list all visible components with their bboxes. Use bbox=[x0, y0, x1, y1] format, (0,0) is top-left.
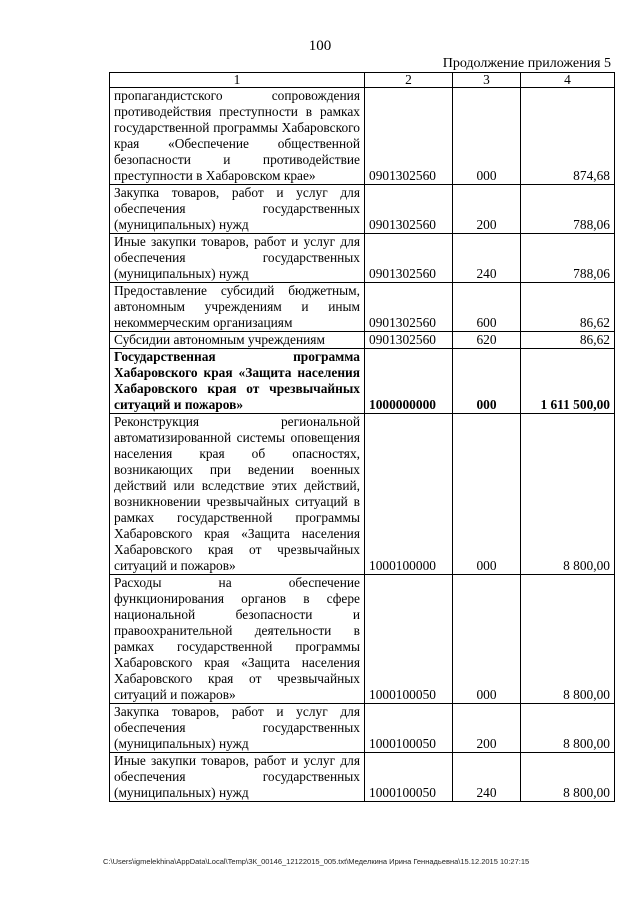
row-target-code: 0901302560 bbox=[365, 283, 453, 332]
row-target-code: 0901302560 bbox=[365, 185, 453, 234]
row-expense-type: 000 bbox=[453, 414, 521, 575]
page-number: 100 bbox=[308, 38, 332, 54]
row-amount: 874,68 bbox=[521, 88, 615, 185]
row-amount: 8 800,00 bbox=[521, 704, 615, 753]
row-expense-type: 240 bbox=[453, 753, 521, 802]
row-description: Государственная программа Хабаровского края «Защита населения Хабаровского края от чрезвычайных ситуаций и пожаров» bbox=[110, 349, 365, 414]
row-target-code: 0901302560 bbox=[365, 332, 453, 349]
row-target-code: 0901302560 bbox=[365, 88, 453, 185]
row-description: Расходы на обеспечение функционирования органов в сфере национальной безопасности и правоохранительной деятельности в рамках государственной программы Хабаровского края «Защита населения Хабаровского края от чрезвычайных ситуаций и пожаров» bbox=[110, 575, 365, 704]
row-target-code: 1000100050 bbox=[365, 704, 453, 753]
continuation-caption: Продолжение приложения 5 bbox=[442, 56, 611, 71]
row-expense-type: 000 bbox=[453, 575, 521, 704]
row-amount: 1 611 500,00 bbox=[521, 349, 615, 414]
table-row bbox=[110, 349, 615, 414]
row-target-code: 1000100050 bbox=[365, 575, 453, 704]
row-description: Иные закупки товаров, работ и услуг для обеспечения государственных (муниципальных) нужд bbox=[110, 753, 365, 802]
row-description: Иные закупки товаров, работ и услуг для обеспечения государственных (муниципальных) нужд bbox=[110, 234, 365, 283]
table-header-row bbox=[110, 73, 615, 88]
row-amount: 8 800,00 bbox=[521, 414, 615, 575]
row-amount: 8 800,00 bbox=[521, 575, 615, 704]
row-target-code: 1000100000 bbox=[365, 414, 453, 575]
header-col-1: 1 bbox=[110, 73, 365, 88]
budget-table bbox=[109, 72, 615, 802]
table-row bbox=[110, 414, 615, 575]
table-row bbox=[110, 185, 615, 234]
row-amount: 86,62 bbox=[521, 332, 615, 349]
row-description: Реконструкция региональной автоматизированной системы оповещения населения края об опасностях, возникающих при ведении военных действий или вследствие этих действий, возникновении чрезвычайных ситуаций в рамках государственной программы Хабаровского края «Защита населения Хабаровского края от чрезвычайных ситуаций и пожаров» bbox=[110, 414, 365, 575]
row-expense-type: 240 bbox=[453, 234, 521, 283]
row-amount: 788,06 bbox=[521, 185, 615, 234]
row-target-code: 0901302560 bbox=[365, 234, 453, 283]
table-row bbox=[110, 88, 615, 185]
row-description: Закупка товаров, работ и услуг для обеспечения государственных (муниципальных) нужд bbox=[110, 185, 365, 234]
row-expense-type: 200 bbox=[453, 704, 521, 753]
row-description: Предоставление субсидий бюджетным, автономным учреждениям и иным некоммерческим организациям bbox=[110, 283, 365, 332]
table-row bbox=[110, 753, 615, 802]
row-expense-type: 600 bbox=[453, 283, 521, 332]
table-row bbox=[110, 332, 615, 349]
header-col-4: 4 bbox=[521, 73, 615, 88]
row-expense-type: 000 bbox=[453, 88, 521, 185]
row-expense-type: 000 bbox=[453, 349, 521, 414]
row-expense-type: 200 bbox=[453, 185, 521, 234]
table-row bbox=[110, 704, 615, 753]
row-target-code: 1000100050 bbox=[365, 753, 453, 802]
table-row bbox=[110, 575, 615, 704]
header-col-3: 3 bbox=[453, 73, 521, 88]
header-col-2: 2 bbox=[365, 73, 453, 88]
table-row bbox=[110, 283, 615, 332]
row-amount: 86,62 bbox=[521, 283, 615, 332]
table-row bbox=[110, 234, 615, 283]
row-description: Субсидии автономным учреждениям bbox=[110, 332, 365, 349]
row-description: пропагандистского сопровождения противодействия преступности в рамках государственной программы Хабаровского края «Обеспечение общественной безопасности и противодействие преступности в Хабаровском крае» bbox=[110, 88, 365, 185]
file-path-footer: C:\Users\igmelekhina\AppData\Local\Temp\ЗК_00146_12122015_005.txt\Меделкина Ирина Геннадьевна\15.12.2015 10:27:15 bbox=[103, 857, 530, 866]
row-amount: 788,06 bbox=[521, 234, 615, 283]
row-amount: 8 800,00 bbox=[521, 753, 615, 802]
row-expense-type: 620 bbox=[453, 332, 521, 349]
row-description: Закупка товаров, работ и услуг для обеспечения государственных (муниципальных) нужд bbox=[110, 704, 365, 753]
row-target-code: 1000000000 bbox=[365, 349, 453, 414]
